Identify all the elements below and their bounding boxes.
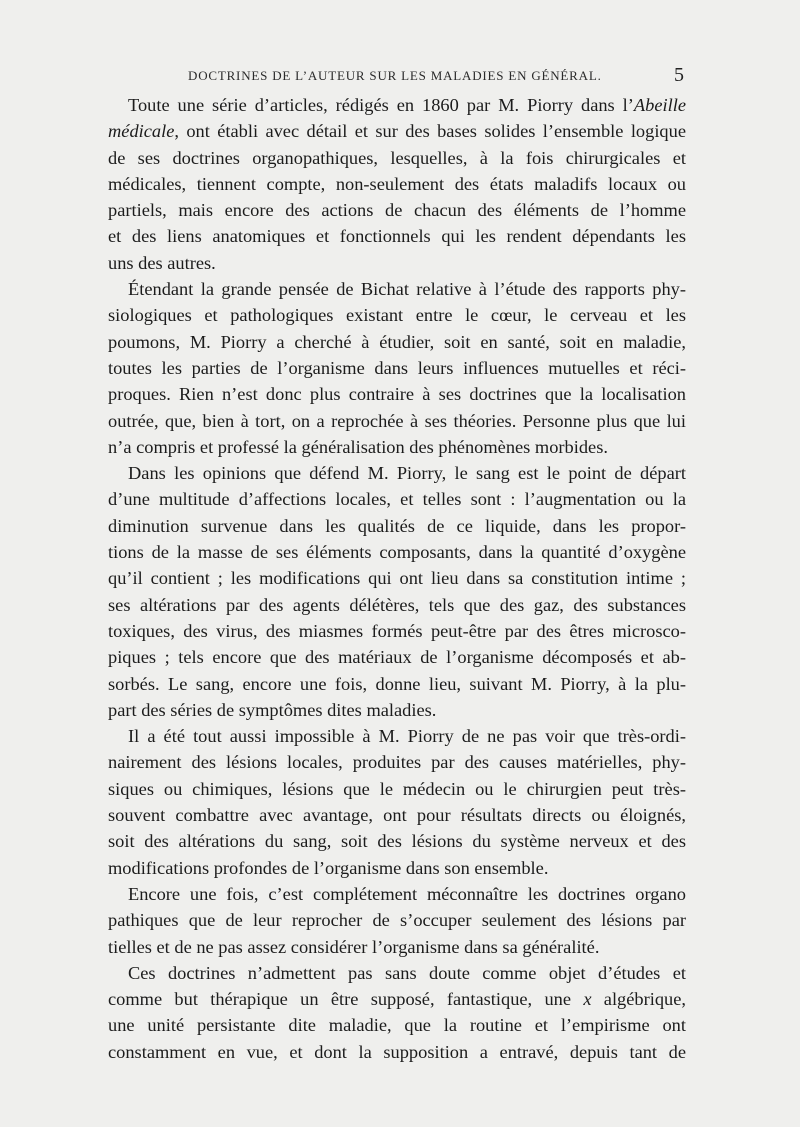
body-text xyxy=(108,92,686,1065)
paragraph xyxy=(108,92,686,276)
text-line: part des séries de symptômes dites maladies. xyxy=(108,699,437,720)
text-line: constamment en vue, et dont la supposition a entravé, depuis tant de xyxy=(108,1041,686,1062)
text-line: proques. Rien n’est donc plus contraire à ses doctrines que la localisation xyxy=(108,384,686,405)
running-head xyxy=(108,64,688,88)
text-line: diminution survenue dans les qualités de ce liquide, dans les propor- xyxy=(108,515,686,536)
text-line: d’une multitude d’affections locales, et telles sont : l’augmentation ou la xyxy=(108,489,686,510)
text-line: Il a été tout aussi impossible à M. Piorry de ne pas voir que très-ordi- xyxy=(128,726,686,747)
text-line: tielles et de ne pas assez considérer l’organisme dans sa généralité. xyxy=(108,936,600,957)
text-line: outrée, que, bien à tort, on a reprochée à ses théories. Personne plus que lui xyxy=(108,410,686,431)
text-line: ses altérations par des agents délétères, tels que des gaz, des substances xyxy=(108,594,686,615)
text-line: une unité persistante dite maladie, que la routine et l’empirisme ont xyxy=(108,1015,686,1036)
text-line: médicales, tiennent compte, non-seulement des états maladifs locaux ou xyxy=(108,173,686,194)
text-line: toutes les parties de l’organisme dans leurs influences mutuelles et réci- xyxy=(108,357,686,378)
text-line: modifications profondes de l’organisme dans son ensemble. xyxy=(108,857,549,878)
paragraph xyxy=(108,881,686,960)
text-line: sorbés. Le sang, encore une fois, donne lieu, suivant M. Piorry, à la plu- xyxy=(108,673,686,694)
text-line: toxiques, des virus, des miasmes formés peut-être par des êtres microsco- xyxy=(108,620,686,641)
text-line: siques ou chimiques, lésions que le médecin ou le chirurgien peut très- xyxy=(108,778,686,799)
running-title: DOCTRINES DE L’AUTEUR SUR LES MALADIES EN GÉNÉRAL. xyxy=(188,68,602,83)
paragraph xyxy=(108,723,686,881)
text-line: et des liens anatomiques et fonctionnels qui les rendent dépendants les xyxy=(108,226,686,247)
text-line: siologiques et pathologiques existant entre le cœur, le cerveau et les xyxy=(108,305,686,326)
text-line: uns des autres. xyxy=(108,252,216,273)
text-line: comme but thérapique un être supposé, fantastique, une x algébrique, xyxy=(108,989,686,1010)
italic-title: Abeille xyxy=(633,95,686,115)
text-line: souvent combattre avec avantage, ont pour résultats directs ou éloignés, xyxy=(108,805,686,826)
paragraph xyxy=(108,960,686,1065)
text-line: Étendant la grande pensée de Bichat relative à l’étude des rapports phy- xyxy=(128,279,686,300)
text-line: n’a compris et professé la généralisation des phénomènes morbides. xyxy=(108,436,608,457)
text-line: Dans les opinions que défend M. Piorry, le sang est le point de départ xyxy=(128,463,686,484)
paragraph xyxy=(108,460,686,723)
page-number: 5 xyxy=(674,64,684,86)
text-line: piques ; tels encore que des matériaux de l’organisme décomposés et ab- xyxy=(108,647,686,668)
text-line: pathiques que de leur reprocher de s’occuper seulement des lésions par xyxy=(108,910,686,931)
text-line: médicale, ont établi avec détail et sur des bases solides l’ensemble logique xyxy=(108,121,686,142)
text-line: Encore une fois, c’est complétement méconnaître les doctrines organo xyxy=(128,883,686,904)
text-line: tions de la masse de ses éléments composants, dans la quantité d’oxygène xyxy=(108,542,686,563)
text-line: partiels, mais encore des actions de chacun des éléments de l’homme xyxy=(108,200,686,221)
text-line: qu’il contient ; les modifications qui ont lieu dans sa constitution intime ; xyxy=(108,568,686,589)
text-line: nairement des lésions locales, produites par des causes matérielles, phy- xyxy=(108,752,686,773)
text-line: de ses doctrines organopathiques, lesquelles, à la fois chirurgicales et xyxy=(108,147,686,168)
algebraic-x: x xyxy=(583,989,592,1010)
text-line: Ces doctrines n’admettent pas sans doute comme objet d’études et xyxy=(128,962,686,983)
paragraph xyxy=(108,276,686,460)
text-line: soit des altérations du sang, soit des lésions du système nerveux et des xyxy=(108,831,686,852)
text-line: poumons, M. Piorry a cherché à étudier, soit en santé, soit en maladie, xyxy=(108,331,686,352)
text-line: Toute une série d’articles, rédigés en 1860 par M. Piorry dans l’Abeille xyxy=(128,95,686,115)
